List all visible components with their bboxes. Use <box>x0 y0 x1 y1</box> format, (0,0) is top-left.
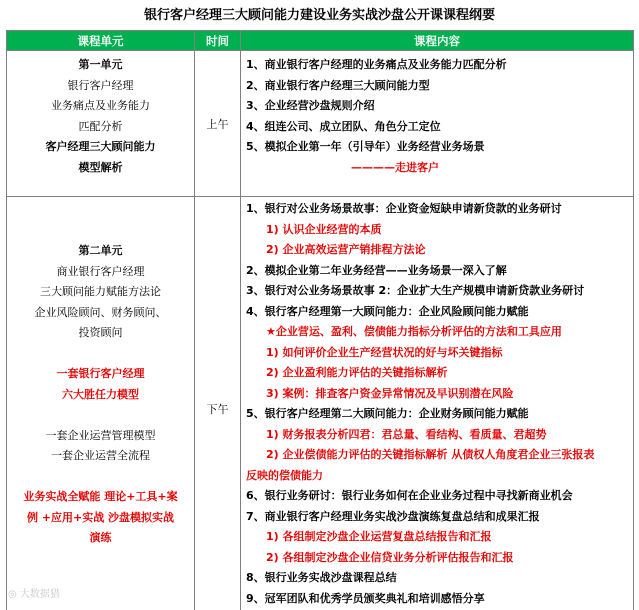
list-item: 6、银行业务研讨：银行业务如何在企业业务过程中寻找新商业机会 <box>246 489 573 502</box>
unit-heading: 第二单元 <box>78 244 123 257</box>
list-item: 1、商业银行客户经理的业务痛点及业务能力匹配分析 <box>246 58 507 71</box>
list-item: 2、商业银行客户经理三大顾问能力型 <box>246 78 430 92</box>
list-item-footer: ————走进客户 <box>351 160 439 174</box>
unit-red-line: 例 +应用+实战 沙盘模拟实战 <box>26 510 175 524</box>
table-header-row <box>7 31 634 51</box>
unit-red-line: 业务实战全赋能 理论+工具+案 <box>23 490 178 503</box>
list-item: 1) 如何评价企业生产经营状况的好与坏关键指标 <box>266 345 503 359</box>
unit-red-line: 一套银行客户经理 <box>56 367 145 380</box>
list-item: 1、银行对公业务场景故事：企业资金短缺申请新贷款的业务研讨 <box>246 202 562 215</box>
time-cell-morning: 上午 <box>195 51 241 197</box>
list-item: 3、企业经营沙盘规则介绍 <box>246 99 375 112</box>
watermark-text: 大数据猎 <box>19 589 60 600</box>
time-cell-afternoon: 下午 <box>195 197 241 610</box>
list-item: 1) 各组制定沙盘企业运营复盘总结报告和汇报 <box>266 530 492 543</box>
list-item: 2) 企业盈利能力评估的关键指标解析 <box>266 366 448 379</box>
list-item: 反映的偿债能力 <box>246 468 323 482</box>
page-title: 银行客户经理三大顾问能力建设业务实战沙盘公开课课程纲要 <box>143 8 495 23</box>
unit-line: 银行客户经理 <box>67 78 134 92</box>
unit-line: 三大顾问能力赋能方法论 <box>40 285 161 298</box>
list-item: 9、冠军团队和优秀学员颁奖典礼和培训感悟分享 <box>246 591 485 605</box>
list-item: 2) 企业偿债能力评估的关键指标解析 从债权人角度君企业三张报表 <box>266 448 595 461</box>
header-unit: 课程单元 <box>7 31 195 51</box>
table-row <box>7 197 634 610</box>
list-item: 7、商业银行客户经理业务实战沙盘演练复盘总结和成果汇报 <box>246 509 540 523</box>
list-item: 4、组连公司、成立团队、角色分工定位 <box>246 119 441 133</box>
list-item: 4、银行客户经理第一大顾问能力：企业风险顾问能力赋能 <box>246 304 529 318</box>
unit-line: 商业银行客户经理 <box>56 264 145 278</box>
table-row <box>7 51 634 197</box>
unit-line: 匹配分析 <box>78 119 123 133</box>
watermark <box>8 588 60 602</box>
list-item: 1) 认识企业经营的本质 <box>266 222 382 236</box>
list-item: 3、银行对公业务场景故事 2：企业扩大生产规模申请新贷款业务研讨 <box>246 284 585 297</box>
unit-heading: 第一单元 <box>78 58 123 71</box>
unit-red-line: 六大胜任力模型 <box>62 387 139 401</box>
unit-bold-line: 客户经理三大顾问能力 <box>45 140 156 153</box>
list-item: 1) 财务报表分析四君：君总量、看结构、看质量、君超势 <box>266 427 547 441</box>
content-cell-1 <box>241 51 634 197</box>
list-item: 5、银行客户经理第二大顾问能力：企业财务顾问能力赋能 <box>246 407 529 420</box>
watermark-icon: ◎ <box>8 589 17 600</box>
unit-line: 一套企业运营全流程 <box>51 449 150 462</box>
list-item: 3) 案例：排查客户资金异常情况及早识别潜在风险 <box>266 386 514 400</box>
list-item: 8、银行业务实战沙盘课程总结 <box>246 571 397 584</box>
course-outline-table <box>6 30 634 610</box>
list-item: 2、模拟企业第二年业务经营——业务场景一深入了解 <box>246 263 507 277</box>
unit-cell-2 <box>7 197 195 610</box>
unit-line: 业务痛点及业务能力 <box>51 99 150 112</box>
unit-red-line: 演练 <box>89 531 112 544</box>
unit-line: 一套企业运营管理模型 <box>45 428 156 442</box>
content-cell-2 <box>241 197 634 610</box>
header-time: 时间 <box>195 31 241 51</box>
list-item: 2) 企业高效运营产销排程方法论 <box>266 243 426 256</box>
unit-bold-line: 模型解析 <box>78 160 123 174</box>
list-item: 5、模拟企业第一年（引导年）业务经营业务场景 <box>246 140 485 153</box>
list-item: 2) 各组制定沙盘企业信贷业务分析评估报告和汇报 <box>266 550 514 564</box>
unit-line: 投资顾问 <box>78 326 123 339</box>
header-content: 课程内容 <box>241 31 634 51</box>
unit-line: 企业风险顾问、财务顾问、 <box>34 305 167 319</box>
list-item: ★企业营运、盈利、偿债能力指标分析评估的方法和工具应用 <box>266 325 562 338</box>
unit-cell-1 <box>7 51 195 197</box>
